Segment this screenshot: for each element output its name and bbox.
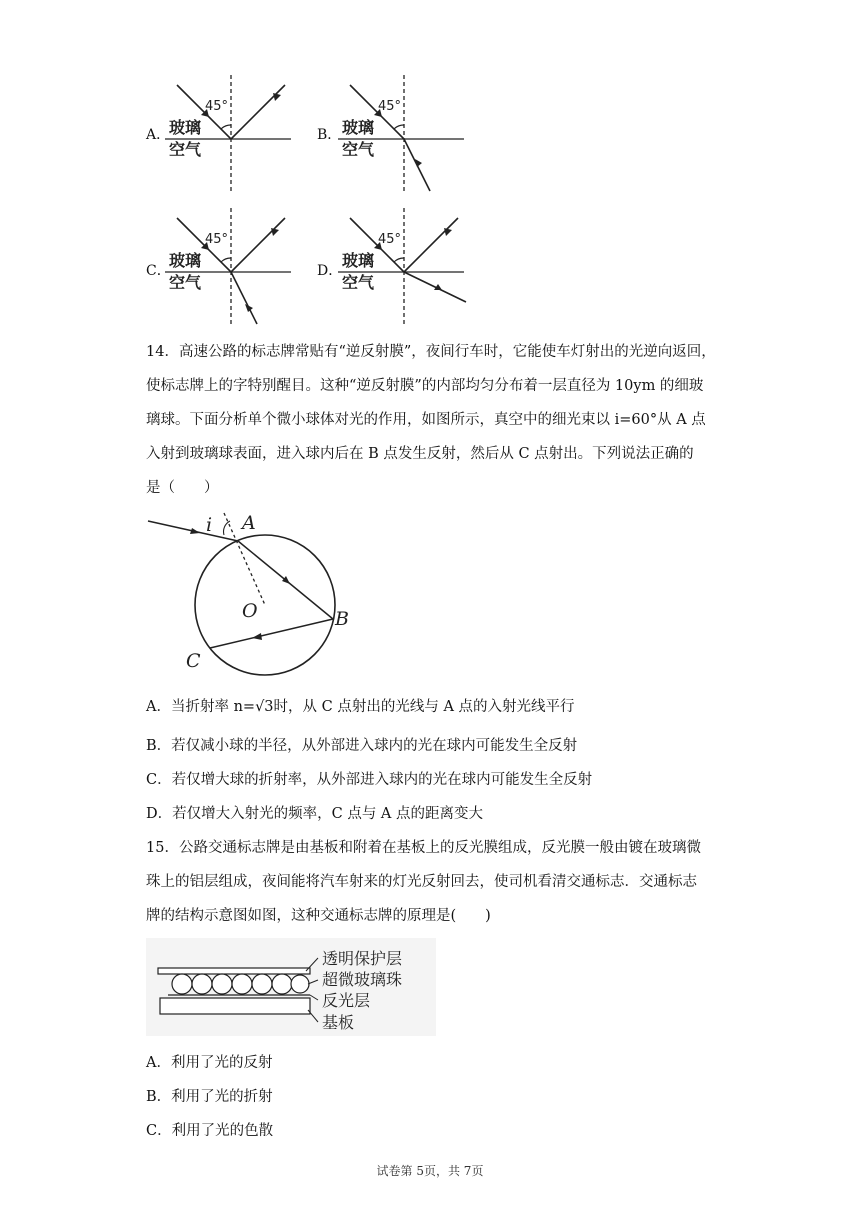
svg-text:空气: 空气 xyxy=(342,273,375,292)
svg-text:玻璃: 玻璃 xyxy=(342,251,375,270)
option-b-diagram xyxy=(338,75,468,195)
label-C: C xyxy=(186,650,201,672)
label-O: O xyxy=(242,600,258,622)
option-d-diagram xyxy=(338,208,468,328)
svg-text:45°: 45° xyxy=(378,99,402,114)
medium-bottom: 空气 xyxy=(169,140,202,159)
label-A: A xyxy=(242,512,256,534)
label-protective-layer: 透明保护层 xyxy=(322,949,403,968)
q14-option-a: A．当折射率 n=√3时，从 C 点射出的光线与 A 点的入射光线平行 xyxy=(146,699,575,715)
option-c-diagram xyxy=(165,208,295,328)
svg-text:玻璃: 玻璃 xyxy=(169,251,202,270)
glass-sphere-diagram xyxy=(140,505,360,680)
option-c-label: C． xyxy=(146,263,171,279)
medium-top: 玻璃 xyxy=(169,118,202,137)
q15-option-b: B．利用了光的折射 xyxy=(146,1089,273,1105)
q14-line-4: 入射到玻璃球表面，进入球内后在 B 点发生反射，然后从 C 点射出。下列说法正确的 xyxy=(146,446,694,462)
option-a-diagram xyxy=(165,75,295,195)
page-footer: 试卷第 5页，共 7页 xyxy=(376,1164,484,1178)
q15-line-2: 珠上的铝层组成，夜间能将汽车射来的灯光反射回去，使司机看清交通标志．交通标志 xyxy=(146,874,697,890)
option-a-label: A． xyxy=(146,127,171,143)
q14-option-c: C．若仅增大球的折射率，从外部进入球内的光在球内可能发生全反射 xyxy=(146,772,593,788)
option-d-label: D． xyxy=(317,263,343,279)
traffic-sign-structure-diagram xyxy=(146,938,436,1036)
angle-label: 45° xyxy=(205,99,229,114)
svg-text:玻璃: 玻璃 xyxy=(342,118,375,137)
svg-text:空气: 空气 xyxy=(169,273,202,292)
label-base-board: 基板 xyxy=(322,1013,355,1032)
q14-option-b: B．若仅减小球的半径，从外部进入球内的光在球内可能发生全反射 xyxy=(146,738,578,754)
q14-line-2: 使标志牌上的字特别醒目。这种“逆反射膜”的内部均匀分布着一层直径为 10ym 的细玻 xyxy=(146,378,704,394)
option-b-label: B． xyxy=(317,127,342,143)
q14-line-1: 14．高速公路的标志牌常贴有“逆反射膜”，夜间行车时，它能使车灯射出的光逆向返回， xyxy=(146,344,716,360)
q14-line-3: 璃球。下面分析单个微小球体对光的作用，如图所示，真空中的细光束以 i=60°从 A 点 xyxy=(146,412,706,428)
q14-line-5: 是（ ） xyxy=(146,480,219,496)
label-B: B xyxy=(335,608,349,630)
q15-option-c: C．利用了光的色散 xyxy=(146,1123,274,1139)
q15-option-a: A．利用了光的反射 xyxy=(146,1055,273,1071)
svg-text:45°: 45° xyxy=(205,232,229,247)
label-glass-beads: 超微玻璃珠 xyxy=(322,970,403,989)
svg-text:45°: 45° xyxy=(378,232,402,247)
q15-line-1: 15．公路交通标志牌是由基板和附着在基板上的反光膜组成，反光膜一般由镀在玻璃微 xyxy=(146,840,701,856)
label-i: i xyxy=(206,514,213,536)
q14-option-d: D．若仅增大入射光的频率，C 点与 A 点的距离变大 xyxy=(146,806,484,822)
q15-line-3: 牌的结构示意图如图，这种交通标志牌的原理是( ) xyxy=(146,908,491,924)
label-reflective-layer: 反光层 xyxy=(322,991,371,1010)
svg-text:空气: 空气 xyxy=(342,140,375,159)
